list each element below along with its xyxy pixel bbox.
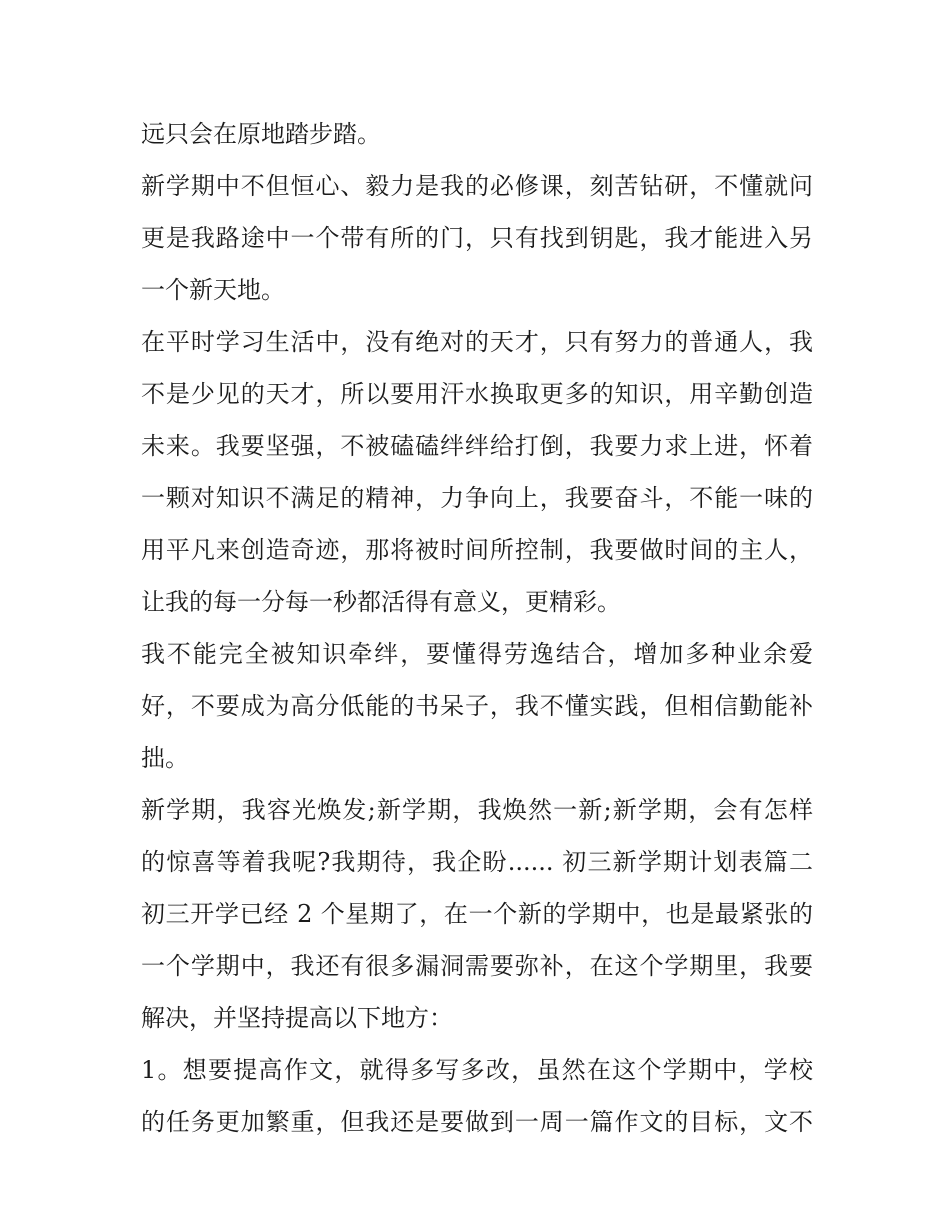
text-line: 更是我路途中一个带有所的门，只有找到钥匙，我才能进入另 [141, 224, 813, 252]
text-line: 未来。我要坚强，不被磕磕绊绊给打倒，我要力求上进，怀着 [141, 432, 813, 460]
document-body [141, 108, 813, 1148]
text-line: 不是少见的天才，所以要用汗水换取更多的知识，用辛勤创造 [141, 380, 813, 408]
text-line: 一颗对知识不满足的精神，力争向上，我要奋斗，不能一味的 [141, 484, 813, 512]
text-line: 解决，并坚持提高以下地方： [141, 1004, 453, 1032]
text-line: 新学期，我容光焕发;新学期，我焕然一新;新学期，会有怎样 [141, 796, 813, 824]
text-line: 我不能完全被知识牵绊，要懂得劳逸结合，增加多种业余爱 [141, 640, 813, 668]
text-line: 新学期中不但恒心、毅力是我的必修课，刻苦钻研，不懂就问 [141, 172, 813, 200]
text-line: 初三开学已经 2 个星期了，在一个新的学期中，也是最紧张的 [141, 900, 813, 928]
text-line: 1。想要提高作文，就得多写多改，虽然在这个学期中，学校 [141, 1056, 813, 1084]
text-line: 一个学期中，我还有很多漏洞需要弥补，在这个学期里，我要 [141, 952, 813, 980]
text-line: 拙。 [141, 744, 189, 772]
text-line: 一个新天地。 [141, 276, 285, 304]
text-line: 的惊喜等着我呢?我期待，我企盼...... 初三新学期计划表篇二 [141, 848, 813, 876]
text-line: 用平凡来创造奇迹，那将被时间所控制，我要做时间的主人， [141, 536, 813, 564]
text-line: 好，不要成为高分低能的书呆子，我不懂实践，但相信勤能补 [141, 692, 813, 720]
text-line: 让我的每一分每一秒都活得有意义，更精彩。 [141, 588, 621, 616]
text-line: 的任务更加繁重，但我还是要做到一周一篇作文的目标，文不 [141, 1108, 813, 1136]
text-line: 远只会在原地踏步踏。 [141, 120, 381, 148]
text-line: 在平时学习生活中，没有绝对的天才，只有努力的普通人，我 [141, 328, 813, 356]
